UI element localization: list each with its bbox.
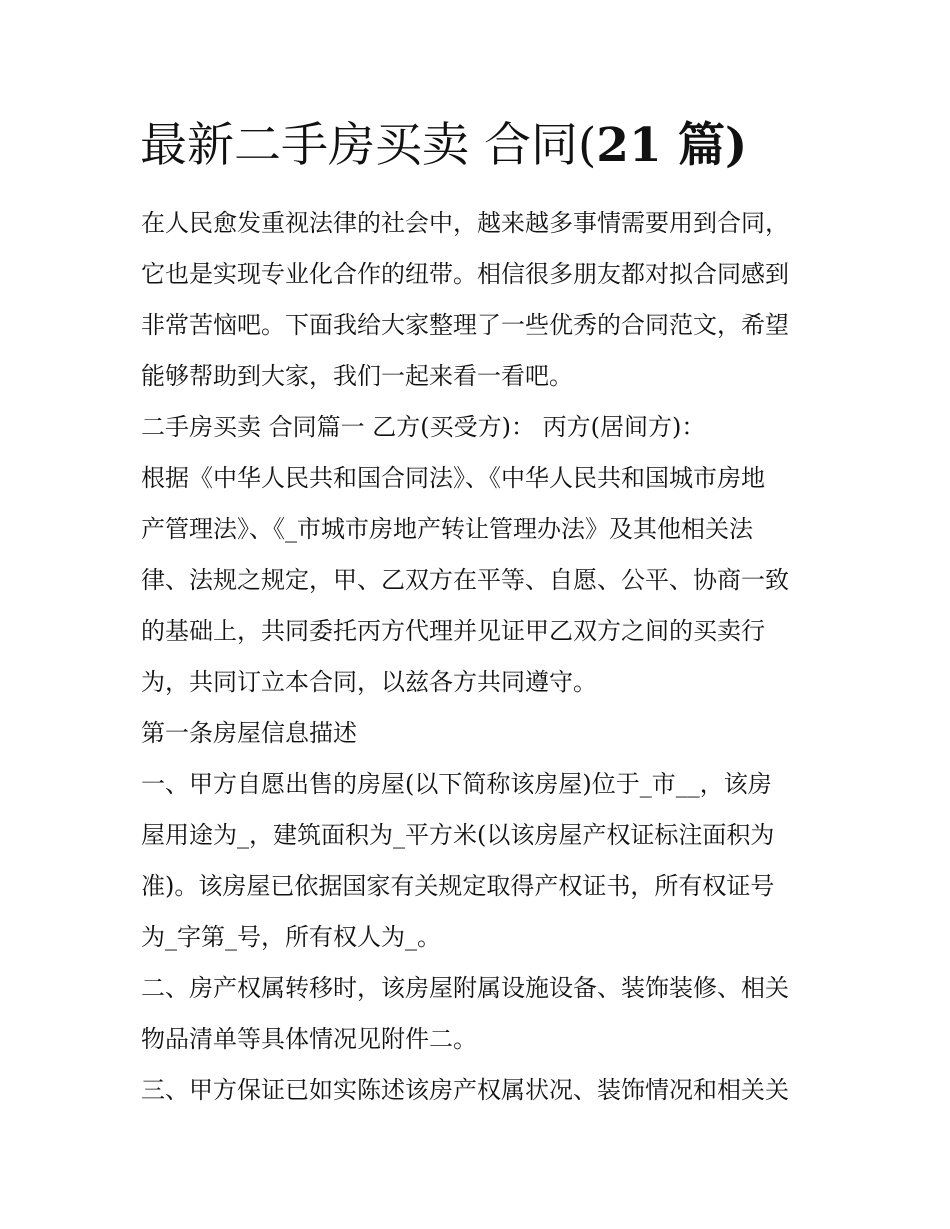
intro-paragraph [141,198,813,402]
text-line: 二、房产权属转移时，该房屋附属设施设备、装饰装修、相关 [141,974,789,1002]
text-line: 屋用途为_，建筑面积为_平方米(以该房屋产权证标注面积为 [141,821,775,849]
clause-three-paragraph [141,1065,813,1116]
clause-one-paragraph [141,759,813,963]
text-line: 物品清单等具体情况见附件二。 [141,1025,477,1053]
text-line: 律、法规之规定，甲、乙双方在平等、自愿、公平、协商一致 [141,566,789,594]
title-text: 最新二手房买卖 合同( [140,118,597,173]
title-count: 21 篇) [596,118,748,173]
article-heading [141,708,813,759]
text-line: 非常苦恼吧。下面我给大家整理了一些优秀的合同范文，希望 [141,311,789,339]
text-line: 三、甲方保证已如实陈述该房产权属状况、装饰情况和相关关 [141,1076,789,1104]
contract-parties-paragraph [141,402,813,453]
text-line: 的基础上，共同委托丙方代理并见证甲乙双方之间的买卖行 [141,617,765,645]
text-line: 二手房买卖 合同篇一 乙方(买受方)： 丙方(居间方)： [141,413,706,441]
text-line: 为_字第_号，所有权人为_。 [141,923,441,951]
text-line: 能够帮助到大家，我们一起来看一看吧。 [141,362,573,390]
text-line: 它也是实现专业化合作的纽带。相信很多朋友都对拟合同感到 [141,260,789,288]
document-title [140,114,747,178]
text-line: 在人民愈发重视法律的社会中，越来越多事情需要用到合同， [141,209,789,237]
legal-basis-paragraph [141,453,813,708]
text-line: 根据《中华人民共和国合同法》、《中华人民共和国城市房地 [141,464,765,492]
document-body [141,198,813,1116]
clause-two-paragraph [141,963,813,1065]
text-line: 产管理法》、《_市城市房地产转让管理办法》及其他相关法 [141,515,753,543]
text-line: 准)。该房屋已依据国家有关规定取得产权证书，所有权证号 [141,872,775,900]
text-line: 一、甲方自愿出售的房屋(以下简称该房屋)位于_市__，该房 [141,770,772,798]
text-line: 第一条房屋信息描述 [141,719,357,747]
text-line: 为，共同订立本合同，以兹各方共同遵守。 [141,668,597,696]
